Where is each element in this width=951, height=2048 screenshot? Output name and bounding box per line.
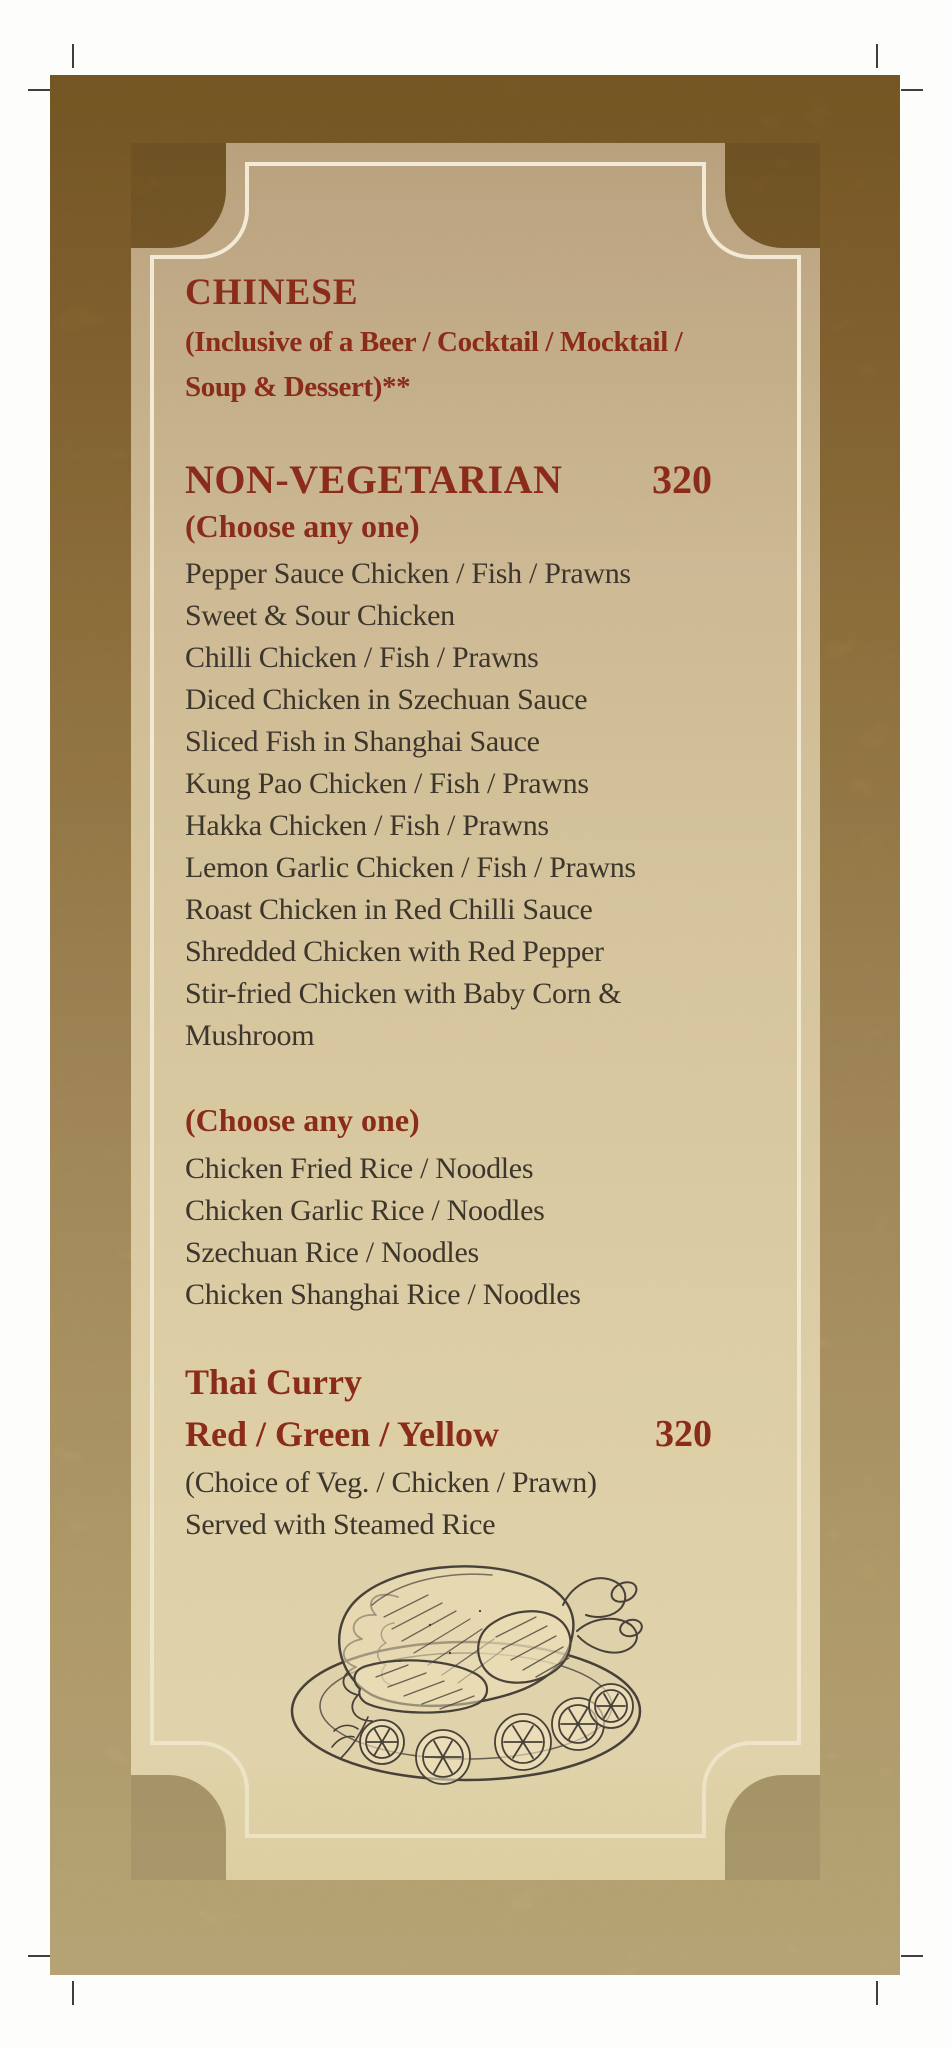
thai-detail-line: (Choice of Veg. / Chicken / Prawn)	[185, 1466, 597, 1499]
choose-note-sides: (Choose any one)	[185, 1102, 420, 1138]
menu-item: Kung Pao Chicken / Fish / Prawns	[185, 767, 589, 800]
menu-item: Hakka Chicken / Fish / Prawns	[185, 809, 549, 842]
menu-item: Chicken Shanghai Rice / Noodles	[185, 1278, 581, 1311]
nonveg-mains-list	[185, 553, 636, 1057]
thai-variants-row	[185, 1410, 712, 1458]
cuisine-title: CHINESE	[185, 272, 359, 313]
nonveg-price: 320	[652, 457, 712, 502]
menu-item: Szechuan Rice / Noodles	[185, 1236, 479, 1269]
menu-item: Lemon Garlic Chicken / Fish / Prawns	[185, 851, 636, 884]
thai-variants: Red / Green / Yellow	[185, 1414, 499, 1454]
menu-item: Shredded Chicken with Red Pepper	[185, 935, 604, 968]
menu-item: Chicken Garlic Rice / Noodles	[185, 1194, 545, 1227]
menu-item: Sliced Fish in Shanghai Sauce	[185, 725, 540, 758]
menu-item: Diced Chicken in Szechuan Sauce	[185, 683, 588, 716]
thai-detail-line: Served with Steamed Rice	[185, 1508, 496, 1541]
menu-item: Chilli Chicken / Fish / Prawns	[185, 641, 539, 674]
roast-chicken-illustration	[280, 1565, 660, 1885]
menu-item: Stir-fried Chicken with Baby Corn &	[185, 977, 622, 1010]
cuisine-subtitle-line: (Inclusive of a Beer / Cocktail / Mocktail /	[185, 326, 683, 358]
thai-price: 320	[655, 1413, 712, 1455]
menu-item: Sweet & Sour Chicken	[185, 599, 455, 632]
sides-list	[185, 1148, 581, 1316]
menu-item: Pepper Sauce Chicken / Fish / Prawns	[185, 557, 631, 590]
nonveg-heading-row	[185, 456, 712, 504]
choose-note-mains: (Choose any one)	[185, 508, 420, 544]
thai-details	[185, 1462, 597, 1546]
menu-item: Roast Chicken in Red Chilli Sauce	[185, 893, 593, 926]
menu-item: Chicken Fried Rice / Noodles	[185, 1152, 534, 1185]
menu-item: Mushroom	[185, 1019, 315, 1052]
nonveg-section-heading: NON-VEGETARIAN	[185, 457, 563, 502]
cuisine-subtitle-line: Soup & Dessert)**	[185, 371, 411, 403]
thai-section-heading: Thai Curry	[185, 1362, 363, 1402]
cuisine-subtitle	[185, 320, 682, 410]
